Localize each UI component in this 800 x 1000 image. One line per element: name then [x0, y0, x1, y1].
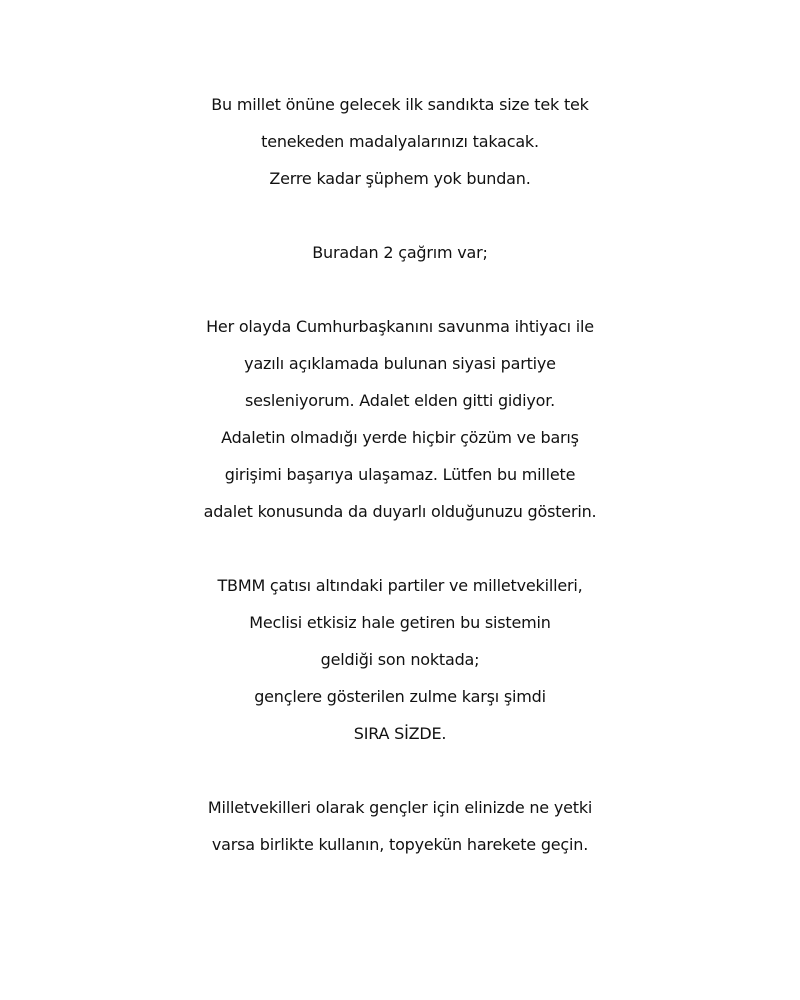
paragraph-call-to-action — [0, 789, 800, 863]
text-line: adalet konusunda da duyarlı olduğunuzu gösterin. — [203, 502, 597, 521]
text-line: sesleniyorum. Adalet elden gitti gidiyor. — [244, 391, 556, 410]
text-line: Milletvekilleri olarak gençler için elinizde ne yetki — [207, 798, 593, 817]
paragraph-ballot-medals — [0, 86, 800, 197]
text-line: Adaletin olmadığı yerde hiçbir çözüm ve barış — [221, 428, 579, 447]
text-line: tenekeden madalyalarınızı takacak. — [261, 132, 539, 151]
text-line: SIRA SİZDE. — [353, 724, 447, 743]
text-line: gençlere gösterilen zulme karşı şimdi — [254, 687, 546, 706]
text-line: Bu millet önüne gelecek ilk sandıkta size tek tek — [211, 95, 589, 114]
text-line: Buradan 2 çağrım var; — [312, 243, 488, 262]
text-line: girişimi başarıya ulaşamaz. Lütfen bu millete — [224, 465, 576, 484]
text-line: Meclisi etkisiz hale getiren bu sistemin — [249, 613, 551, 632]
text-line: Her olayda Cumhurbaşkanını savunma ihtiyacı ile — [206, 317, 594, 336]
text-line: yazılı açıklamada bulunan siyasi partiye — [244, 354, 556, 373]
text-line: varsa birlikte kullanın, topyekün harekete geçin. — [211, 835, 589, 854]
paragraph-justice-appeal — [0, 308, 800, 530]
text-line: Zerre kadar şüphem yok bundan. — [269, 169, 531, 188]
statement-text — [0, 86, 800, 900]
text-line: TBMM çatısı altındaki partiler ve milletvekilleri, — [217, 576, 583, 595]
text-line: geldiği son noktada; — [320, 650, 480, 669]
paragraph-parliament-appeal — [0, 567, 800, 752]
paragraph-two-calls — [0, 234, 800, 271]
